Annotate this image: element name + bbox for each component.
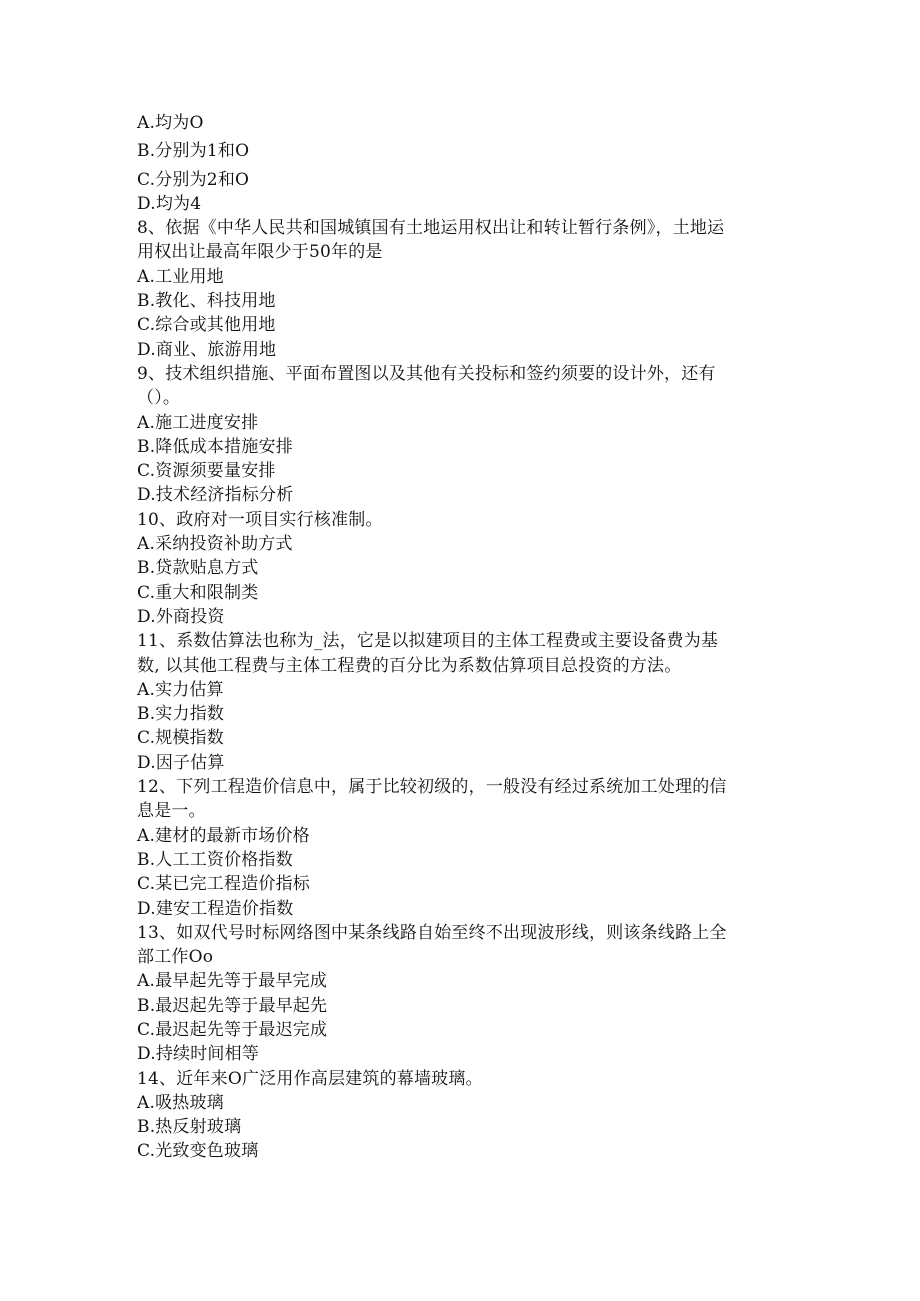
answer-option: B.贷款贴息方式 — [137, 558, 259, 579]
answer-option: B.分别为1和O — [137, 141, 250, 162]
answer-option: B.教化、科技用地 — [137, 291, 276, 312]
answer-option: D.因子估算 — [137, 752, 225, 773]
answer-option: C.最迟起先等于最迟完成 — [137, 1019, 328, 1040]
answer-option: C.规模指数 — [137, 728, 225, 749]
answer-option: D.建安工程造价指数 — [137, 898, 294, 919]
answer-option: D.均为4 — [137, 193, 202, 214]
answer-option: B.热反射玻璃 — [137, 1117, 242, 1138]
answer-option: D.商业、旅游用地 — [137, 339, 277, 360]
question-text: 12、下列工程造价信息中，属于比较初级的，一般没有经过系统加工处理的信 — [137, 777, 727, 798]
answer-option: B.人工工资价格指数 — [137, 849, 293, 870]
answer-option: A.建材的最新市场价格 — [137, 825, 310, 846]
answer-option: C.某已完工程造价指标 — [137, 874, 311, 895]
question-text: 10、政府对一项目实行核准制。 — [137, 509, 383, 530]
question-text: 14、近年来O广泛用作高层建筑的幕墙玻璃。 — [137, 1068, 483, 1089]
question-text: 部工作Oo — [137, 947, 214, 968]
question-text: 13、如双代号时标网络图中某条线路自始至终不出现波形线，则该条线路上全 — [137, 922, 727, 943]
document-body — [137, 111, 787, 1164]
question-text: 9、技术组织措施、平面布置图以及其他有关投标和签约须要的设计外，还有 — [137, 363, 716, 384]
question-text: 8、依据《中华人民共和国城镇国有土地运用权出让和转让暂行条例》，土地运 — [137, 218, 725, 239]
answer-option: A.吸热玻璃 — [137, 1092, 224, 1113]
answer-option: A.均为O — [137, 113, 204, 133]
answer-option: C.光致变色玻璃 — [137, 1141, 259, 1162]
answer-option: B.降低成本措施安排 — [137, 436, 293, 457]
answer-option: A.最早起先等于最早完成 — [137, 971, 328, 992]
answer-option: C.重大和限制类 — [137, 582, 259, 603]
question-text: 数, 以其他工程费与主体工程费的百分比为系数估算项目总投资的方法。 — [137, 655, 682, 676]
answer-option: C.分别为2和O — [137, 169, 250, 190]
answer-option: C.资源须要量安排 — [137, 461, 276, 482]
question-text: （）。 — [137, 388, 181, 409]
answer-option: C.综合或其他用地 — [137, 315, 276, 336]
answer-option: A.工业用地 — [137, 266, 224, 287]
answer-option: A.施工进度安排 — [137, 412, 259, 433]
question-text: 11、系数估算法也称为_法，它是以拟建项目的主体工程费或主要设备费为基 — [137, 631, 719, 652]
question-text: 息是一。 — [137, 801, 206, 822]
answer-option: D.技术经济指标分析 — [137, 485, 294, 506]
answer-option: A.采纳投资补助方式 — [137, 534, 293, 555]
answer-option: B.实力指数 — [137, 704, 225, 725]
question-text: 用权出让最高年限少于50年的是 — [137, 242, 383, 263]
answer-option: D.持续时间相等 — [137, 1044, 260, 1065]
answer-option: A.实力估算 — [137, 679, 224, 700]
answer-option: B.最迟起先等于最早起先 — [137, 995, 328, 1016]
answer-option: D.外商投资 — [137, 606, 225, 627]
